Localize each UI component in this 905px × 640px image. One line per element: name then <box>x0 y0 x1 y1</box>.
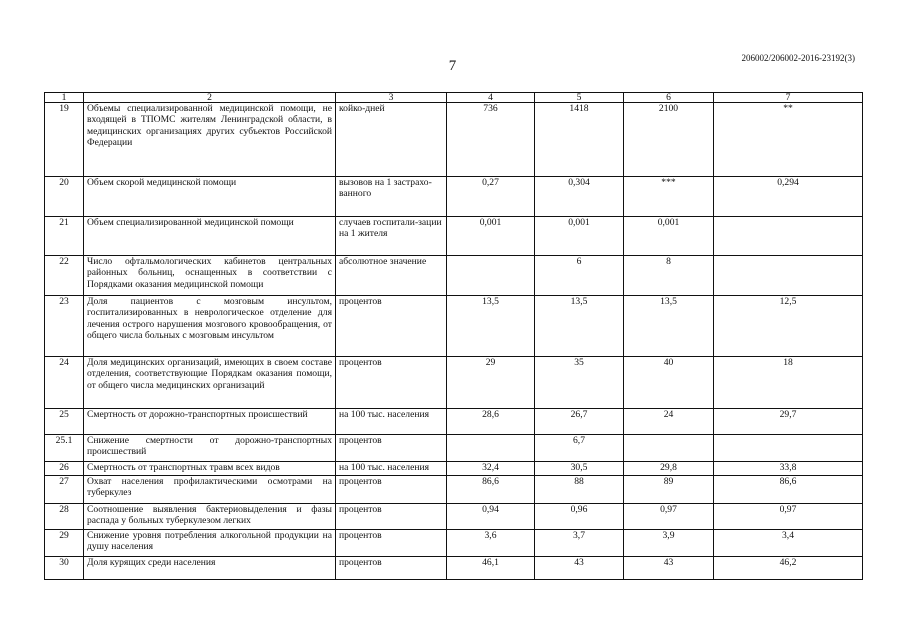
unit-cell: случаев госпитали-зации на 1 жителя <box>336 217 447 256</box>
indicator-name-cell: Объем специализированной медицинской помощи <box>84 217 336 256</box>
value-cell: 24 <box>624 409 714 435</box>
value-cell: 3,4 <box>714 530 863 557</box>
value-cell: 32,4 <box>447 462 535 476</box>
indicator-name-cell: Смертность от дорожно-транспортных происшествий <box>84 409 336 435</box>
value-cell: 86,6 <box>447 476 535 504</box>
indicator-name-cell: Охват населения профилактическими осмотрами на туберкулез <box>84 476 336 504</box>
table-row <box>45 357 863 409</box>
table-row <box>45 409 863 435</box>
value-cell: 43 <box>624 557 714 580</box>
value-cell: 6,7 <box>535 435 624 462</box>
value-cell: 30,5 <box>535 462 624 476</box>
indicator-name-cell: Доля курящих среди населения <box>84 557 336 580</box>
table-row <box>45 504 863 530</box>
value-cell <box>447 256 535 296</box>
unit-cell: процентов <box>336 435 447 462</box>
value-cell: 2100 <box>624 103 714 177</box>
indicator-name-cell: Доля медицинских организаций, имеющих в своем составе отделения, соответствующие Порядкам оказания помощи, от общего числа медицинских организаций <box>84 357 336 409</box>
table-row <box>45 476 863 504</box>
unit-cell: абсолютное значение <box>336 256 447 296</box>
row-number-cell: 23 <box>45 296 84 357</box>
value-cell: 89 <box>624 476 714 504</box>
value-cell: 0,001 <box>535 217 624 256</box>
unit-cell: процентов <box>336 557 447 580</box>
indicator-name-cell: Число офтальмологических кабинетов центральных районных больниц, оснащенных в соответствии с Порядками оказания медицинской помощи <box>84 256 336 296</box>
row-number-cell: 25 <box>45 409 84 435</box>
unit-cell: процентов <box>336 357 447 409</box>
table-row <box>45 217 863 256</box>
unit-cell: процентов <box>336 476 447 504</box>
value-cell: 86,6 <box>714 476 863 504</box>
row-number-cell: 28 <box>45 504 84 530</box>
row-number-cell: 30 <box>45 557 84 580</box>
value-cell <box>624 435 714 462</box>
indicator-name-cell: Снижение смертности от дорожно-транспортных происшествий <box>84 435 336 462</box>
value-cell <box>714 256 863 296</box>
value-cell: 29 <box>447 357 535 409</box>
table-row <box>45 530 863 557</box>
value-cell: 3,7 <box>535 530 624 557</box>
indicator-name-cell: Объемы специализированной медицинской помощи, не входящей в ТПОМС жителям Ленинградской области, в медицинских организациях других субъектов Российской Федерации <box>84 103 336 177</box>
value-cell: 0,94 <box>447 504 535 530</box>
value-cell: 33,8 <box>714 462 863 476</box>
value-cell: 13,5 <box>624 296 714 357</box>
table-row <box>45 256 863 296</box>
table-row <box>45 557 863 580</box>
indicator-name-cell: Соотношение выявления бактериовыделения и фазы распада у больных туберкулезом легких <box>84 504 336 530</box>
value-cell: 28,6 <box>447 409 535 435</box>
table-row <box>45 435 863 462</box>
value-cell: 0,001 <box>624 217 714 256</box>
value-cell: 0,27 <box>447 177 535 217</box>
value-cell: 3,6 <box>447 530 535 557</box>
unit-cell: процентов <box>336 504 447 530</box>
page-number: 7 <box>448 58 457 74</box>
row-number-cell: 27 <box>45 476 84 504</box>
table-row <box>45 177 863 217</box>
document-code: 206002/206002-2016-23192(3) <box>741 53 855 63</box>
header-cell: 5 <box>535 93 624 103</box>
table-row <box>45 103 863 177</box>
unit-cell: процентов <box>336 296 447 357</box>
unit-cell: вызовов на 1 застрахо-ванного <box>336 177 447 217</box>
value-cell: 26,7 <box>535 409 624 435</box>
value-cell: 29,8 <box>624 462 714 476</box>
value-cell: 18 <box>714 357 863 409</box>
header-cell: 2 <box>84 93 336 103</box>
value-cell: 0,304 <box>535 177 624 217</box>
value-cell: *** <box>624 177 714 217</box>
value-cell: 13,5 <box>447 296 535 357</box>
header-cell: 4 <box>447 93 535 103</box>
value-cell: 88 <box>535 476 624 504</box>
header-cell: 3 <box>336 93 447 103</box>
indicator-name-cell: Объем скорой медицинской помощи <box>84 177 336 217</box>
value-cell: 46,2 <box>714 557 863 580</box>
indicator-name-cell: Снижение уровня потребления алкогольной продукции на душу населения <box>84 530 336 557</box>
table-row <box>45 462 863 476</box>
unit-cell: на 100 тыс. населения <box>336 462 447 476</box>
row-number-cell: 29 <box>45 530 84 557</box>
value-cell: 13,5 <box>535 296 624 357</box>
value-cell: 35 <box>535 357 624 409</box>
unit-cell: койко-дней <box>336 103 447 177</box>
value-cell: 0,001 <box>447 217 535 256</box>
header-cell: 1 <box>45 93 84 103</box>
table-row <box>45 296 863 357</box>
table-header-row <box>45 93 863 103</box>
value-cell: 0,294 <box>714 177 863 217</box>
row-number-cell: 22 <box>45 256 84 296</box>
row-number-cell: 25.1 <box>45 435 84 462</box>
value-cell <box>714 435 863 462</box>
row-number-cell: 21 <box>45 217 84 256</box>
indicator-name-cell: Доля пациентов с мозговым инсультом, госпитализированных в неврологическое отделение для лечения острого нарушения мозгового кровообращения, от общего числа больных с мозговым инсультом <box>84 296 336 357</box>
unit-cell: на 100 тыс. населения <box>336 409 447 435</box>
value-cell: 12,5 <box>714 296 863 357</box>
value-cell: 46,1 <box>447 557 535 580</box>
value-cell: 43 <box>535 557 624 580</box>
unit-cell: процентов <box>336 530 447 557</box>
value-cell: 0,97 <box>714 504 863 530</box>
row-number-cell: 19 <box>45 103 84 177</box>
row-number-cell: 24 <box>45 357 84 409</box>
value-cell <box>447 435 535 462</box>
header-cell: 6 <box>624 93 714 103</box>
value-cell: 40 <box>624 357 714 409</box>
row-number-cell: 20 <box>45 177 84 217</box>
indicator-name-cell: Смертность от транспортных травм всех видов <box>84 462 336 476</box>
indicators-table <box>44 92 863 580</box>
value-cell: 8 <box>624 256 714 296</box>
value-cell: 1418 <box>535 103 624 177</box>
value-cell: 736 <box>447 103 535 177</box>
value-cell: 3,9 <box>624 530 714 557</box>
value-cell: ** <box>714 103 863 177</box>
row-number-cell: 26 <box>45 462 84 476</box>
value-cell: 6 <box>535 256 624 296</box>
header-cell: 7 <box>714 93 863 103</box>
value-cell: 0,97 <box>624 504 714 530</box>
value-cell: 29,7 <box>714 409 863 435</box>
value-cell <box>714 217 863 256</box>
value-cell: 0,96 <box>535 504 624 530</box>
